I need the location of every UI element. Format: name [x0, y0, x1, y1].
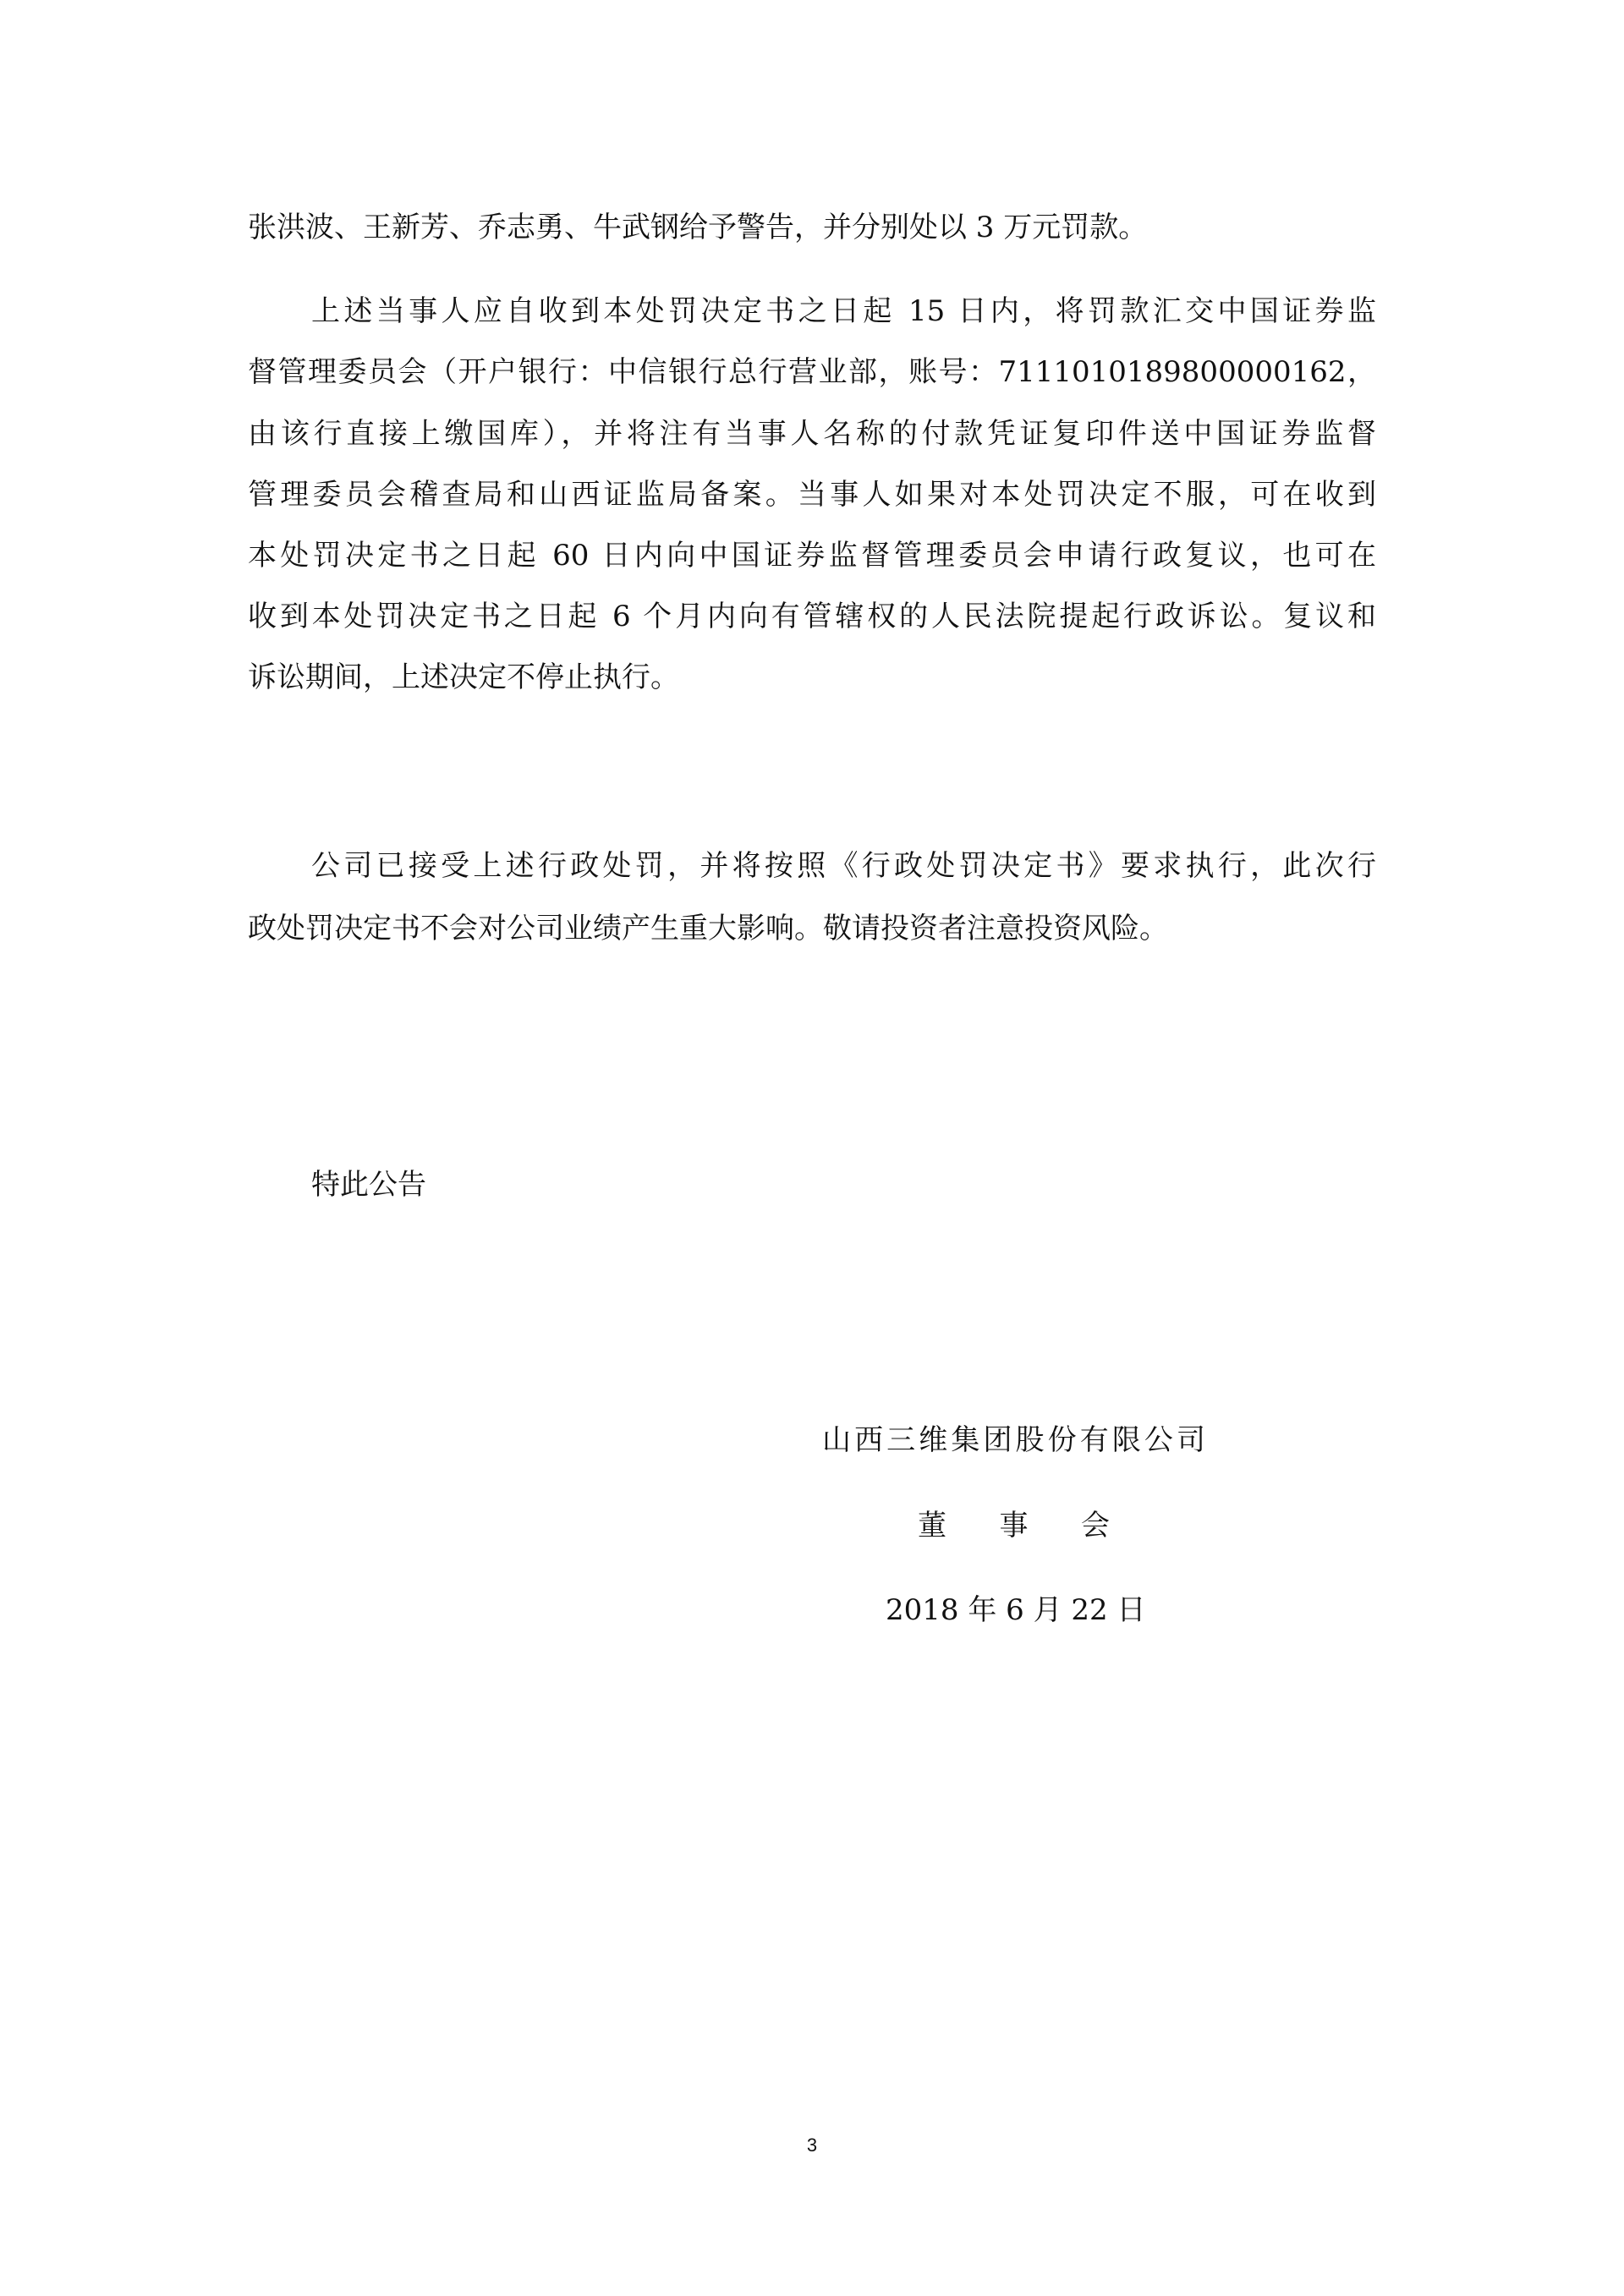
signature-board-char-2: 事	[999, 1509, 1051, 1543]
paragraph-payment-line-2: 督管理委员会（开户银行：中信银行总行营业部，账号：7111010189800000162，	[248, 355, 1376, 389]
paragraph-payment-line-1: 上述当事人应自收到本处罚决定书之日起 15 日内，将罚款汇交中国证券监	[311, 294, 1376, 328]
signature-date: 2018 年 6 月 22 日	[886, 1593, 1146, 1627]
paragraph-payment-line-7: 诉讼期间，上述决定不停止执行。	[248, 660, 679, 694]
paragraph-payment-line-3: 由该行直接上缴国库），并将注有当事人名称的付款凭证复印件送中国证券监督	[248, 417, 1376, 451]
paragraph-payment-line-6: 收到本处罚决定书之日起 6 个月内向有管辖权的人民法院提起行政诉讼。复议和	[248, 600, 1376, 633]
signature-board-char-1: 董	[918, 1509, 968, 1543]
signature-board-char-3: 会	[1081, 1509, 1110, 1543]
paragraph-payment-line-4: 管理委员会稽查局和山西证监局备案。当事人如果对本处罚决定不服，可在收到	[248, 478, 1376, 512]
paragraph-statement-line-1: 公司已接受上述行政处罚，并将按照《行政处罚决定书》要求执行，此次行	[311, 849, 1376, 883]
signature-board	[918, 1509, 1110, 1543]
paragraph-statement-line-2: 政处罚决定书不会对公司业绩产生重大影响。敬请投资者注意投资风险。	[248, 912, 1168, 945]
closing-announcement: 特此公告	[311, 1168, 426, 1202]
paragraph-penalty-line-1: 张洪波、王新芳、乔志勇、牛武钢给予警告，并分别处以 3 万元罚款。	[248, 211, 1148, 244]
page-number: 3	[806, 2134, 818, 2156]
signature-company-name: 山西三维集团股份有限公司	[822, 1423, 1205, 1457]
paragraph-payment-line-5: 本处罚决定书之日起 60 日内向中国证券监督管理委员会申请行政复议，也可在	[248, 539, 1376, 573]
